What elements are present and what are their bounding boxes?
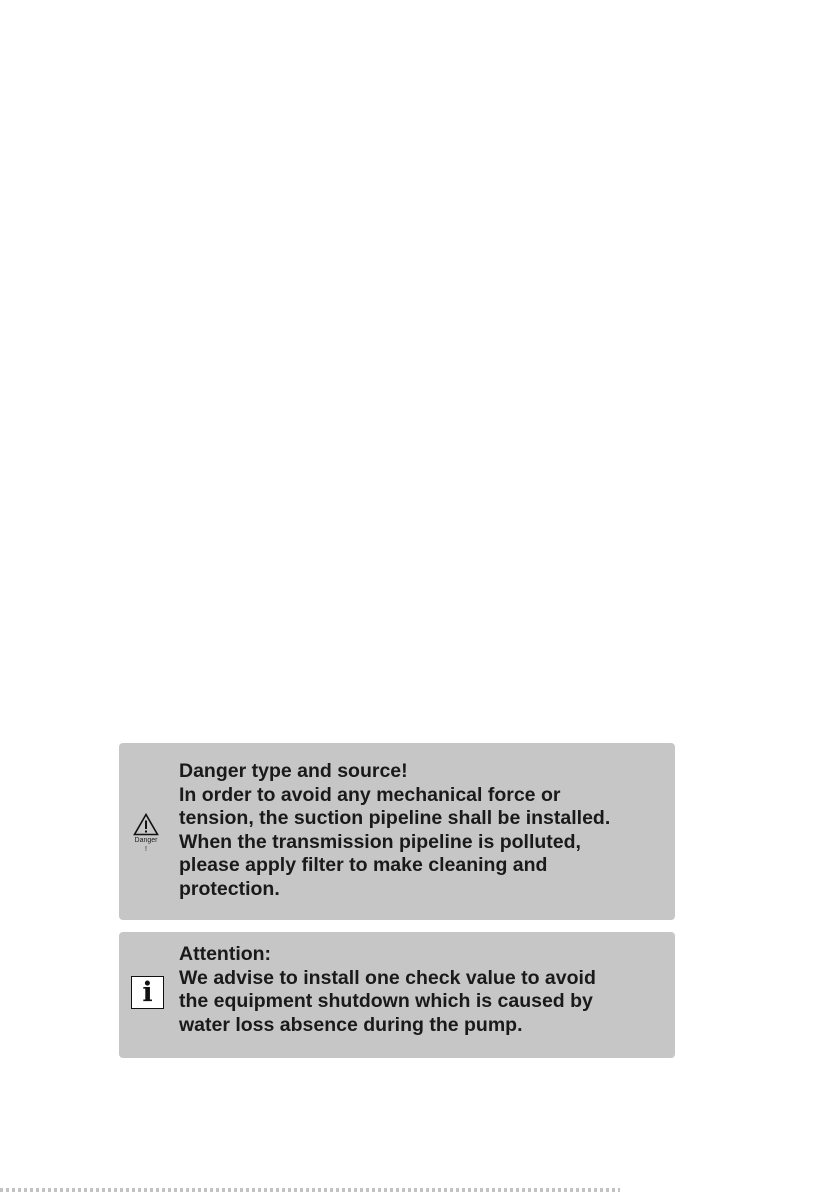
page-footer-divider <box>0 1188 620 1192</box>
attention-notice-title: Attention: <box>179 943 272 965</box>
info-icon: i <box>131 976 164 1009</box>
attention-notice-line: the equipment shutdown which is caused by <box>179 990 593 1012</box>
danger-notice <box>119 743 675 920</box>
attention-notice-line: We advise to install one check value to avoid <box>179 966 596 989</box>
danger-notice-line: When the transmission pipeline is polluted, <box>179 830 581 853</box>
danger-notice-text <box>179 760 661 901</box>
danger-icon-caption-mark: ! <box>145 846 147 853</box>
danger-notice-line: protection. <box>179 877 280 900</box>
danger-notice-title: Danger type and source! <box>179 760 408 782</box>
danger-icon-caption: Danger <box>134 837 158 844</box>
attention-icon-group <box>131 976 164 1009</box>
danger-notice-line: please apply filter to make cleaning and <box>179 854 548 876</box>
attention-notice <box>119 932 675 1058</box>
attention-notice-text <box>179 943 661 1037</box>
danger-notice-line: In order to avoid any mechanical force or <box>179 783 561 806</box>
danger-icon-group <box>131 813 161 854</box>
attention-notice-line: water loss absence during the pump. <box>179 1013 523 1036</box>
danger-notice-line: tension, the suction pipeline shall be installed. <box>179 807 611 829</box>
warning-triangle-icon <box>133 813 159 836</box>
